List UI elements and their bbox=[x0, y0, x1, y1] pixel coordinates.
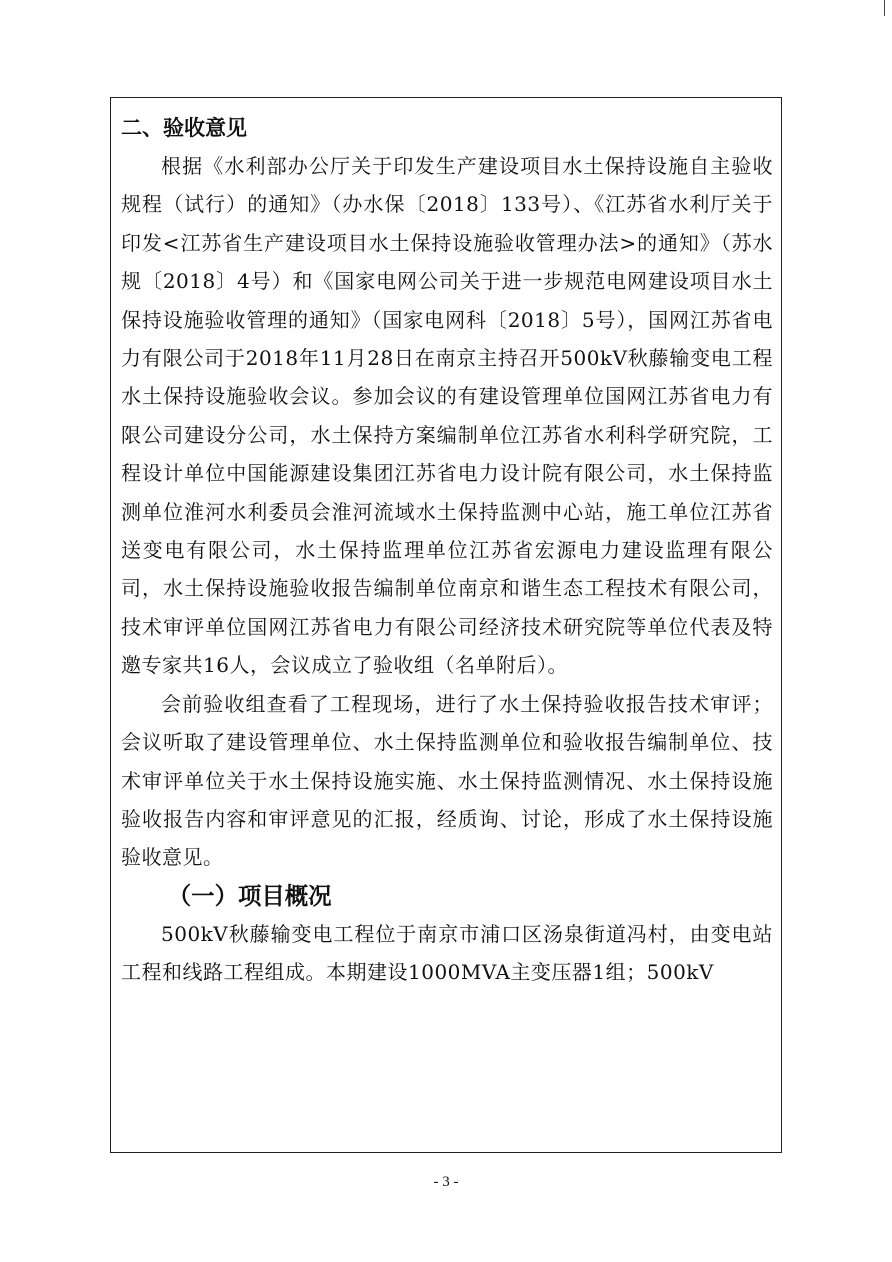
paragraph-meeting-process: 会前验收组查看了工程现场，进行了水土保持验收报告技术审评；会议听取了建设管理单位、水土保持监测单位和验收报告编制单位、技术审评单位关于水土保持设施实施、水土保持监测情况、水土保持设施验收报告内容和审评意见的汇报，经质询、讨论，形成了水土保持设施验收意见。 bbox=[121, 691, 773, 870]
document-frame bbox=[110, 97, 782, 1153]
document-body bbox=[121, 109, 773, 992]
page-number: - 3 - bbox=[433, 1174, 459, 1190]
scan-corner-mark bbox=[884, 0, 885, 16]
section-title: 二、验收意见 bbox=[121, 115, 247, 140]
subsection-title: （一）项目概况 bbox=[167, 881, 332, 910]
paragraph-project-overview: 500kV秋藤输变电工程位于南京市浦口区汤泉街道冯村，由变电站工程和线路工程组成。本期建设1000MVA主变压器1组；500kV bbox=[121, 921, 773, 985]
paragraph-acceptance-basis: 根据《水利部办公厅关于印发生产建设项目水土保持设施自主验收规程（试行）的通知》（办水保〔2018〕133号）、《江苏省水利厅关于印发<江苏省生产建设项目水土保持设施验收管理办法>的通知》（苏水规〔2018〕4号）和《国家电网公司关于进一步规范电网建设项目水土保持设施验收管理的通知》（国家电网科〔2018〕5号），国网江苏省电力有限公司于2018年11月28日在南京主持召开500kV秋藤输变电工程水土保持设施验收会议。参加会议的有建设管理单位国网江苏省电力有限公司建设分公司，水土保持方案编制单位江苏省水利科学研究院，工程设计单位中国能源建设集团江苏省电力设计院有限公司，水土保持监测单位淮河水利委员会淮河流域水土保持监测中心站，施工单位江苏省送变电有限公司，水土保持监理单位江苏省宏源电力建设监理有限公司，水土保持设施验收报告编制单位南京和谐生态工程技术有限公司，技术审评单位国网江苏省电力有限公司经济技术研究院等单位代表及特邀专家共16人，会议成立了验收组（名单附后）。 bbox=[121, 154, 773, 678]
